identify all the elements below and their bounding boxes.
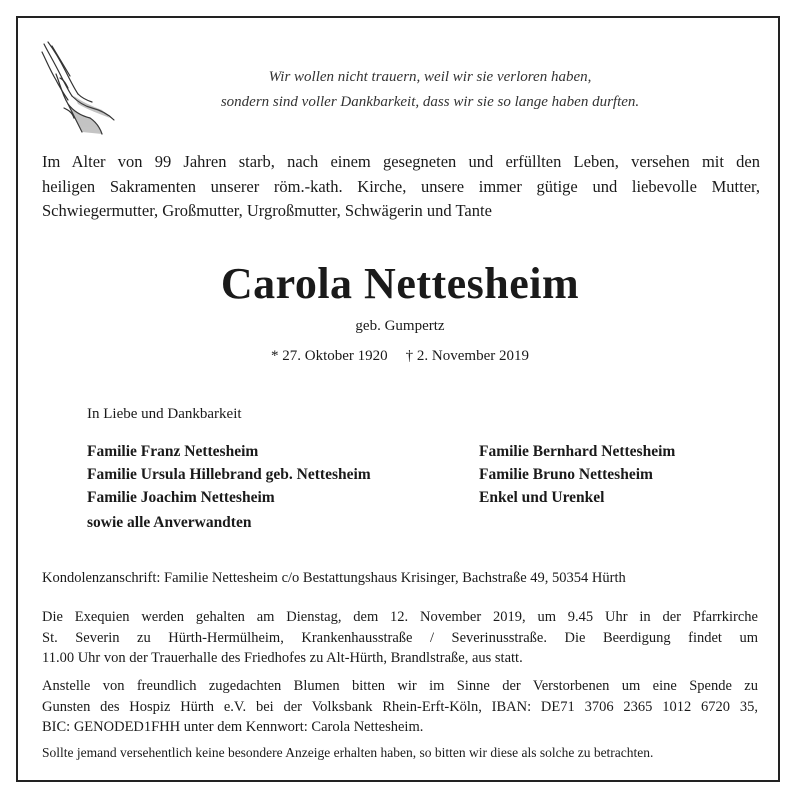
mourners-intro: In Liebe und Dankbarkeit (87, 406, 242, 422)
service-line-3: 11.00 Uhr von der Trauerhalle des Friedhofes zu Alt-Hürth, Brandlstraße, aus statt. (42, 650, 523, 666)
mourners-others: sowie alle Anverwandten (87, 514, 252, 531)
donation-paragraph (42, 676, 758, 738)
quote-line-2: sondern sind voller Dankbarkeit, dass wir sie so lange haben durften. (220, 94, 640, 110)
donation-line-2: Gunsten des Hospiz Hürth e.V. bei der Volksbank Rhein-Erft-Köln, IBAN: DE71 3706 2365 1012 6720 35, (42, 698, 758, 715)
mourner-item: Familie Franz Nettesheim (87, 443, 259, 460)
footer-note: Sollte jemand versehentlich keine besondere Anzeige erhalten haben, so bitten wir diese als solche zu betrachten. (42, 745, 654, 760)
birth-name: geb. Gumpertz (355, 318, 445, 334)
service-paragraph (42, 607, 758, 669)
mourner-item: Familie Bruno Nettesheim (479, 466, 653, 483)
mourner-item: Familie Bernhard Nettesheim (479, 443, 676, 460)
donation-line-3: BIC: GENODED1FHH unter dem Kennwort: Carola Nettesheim. (42, 719, 424, 735)
quote-line-1: Wir wollen nicht trauern, weil wir sie verloren haben, (268, 69, 592, 85)
intro-line-1: Im Alter von 99 Jahren starb, nach einem gesegneten und erfüllten Leben, versehen mit den (42, 152, 760, 171)
intro-text (42, 150, 760, 224)
condolence-address: Kondolenzanschrift: Familie Nettesheim c/o Bestattungshaus Krisinger, Bachstraße 49, 50354 Hürth (42, 570, 626, 586)
intro-line-2: heiligen Sakramenten unserer röm.-kath. Kirche, unsere immer gütige und liebevolle Mutter, (42, 176, 760, 196)
donation-line-1: Anstelle von freundlich zugedachten Blumen bitten wir im Sinne der Verstorbenen um eine Spende zu (42, 678, 758, 694)
mourner-item: Enkel und Urenkel (479, 489, 605, 506)
death-date: † 2. November 2019 (405, 348, 529, 364)
service-line-1: Die Exequien werden gehalten am Dienstag, dem 12. November 2019, um 9.45 Uhr in der Pfarrkirche (42, 609, 758, 625)
intro-line-3: Schwiegermutter, Großmutter, Urgroßmutter, Schwägerin und Tante (42, 201, 492, 220)
praying-hands-icon (38, 38, 120, 136)
mourner-item: Familie Joachim Nettesheim (87, 489, 275, 506)
mourners-left-column (87, 440, 371, 509)
mourners-right-column (479, 440, 675, 509)
life-dates (0, 348, 800, 365)
deceased-name: Carola Nettesheim (220, 259, 580, 308)
service-line-2: St. Severin zu Hürth-Hermülheim, Krankenhausstraße / Severinusstraße. Die Beerdigung findet um (42, 629, 758, 646)
birth-date: * 27. Oktober 1920 (271, 348, 388, 364)
mourner-item: Familie Ursula Hillebrand geb. Nettesheim (87, 466, 371, 483)
